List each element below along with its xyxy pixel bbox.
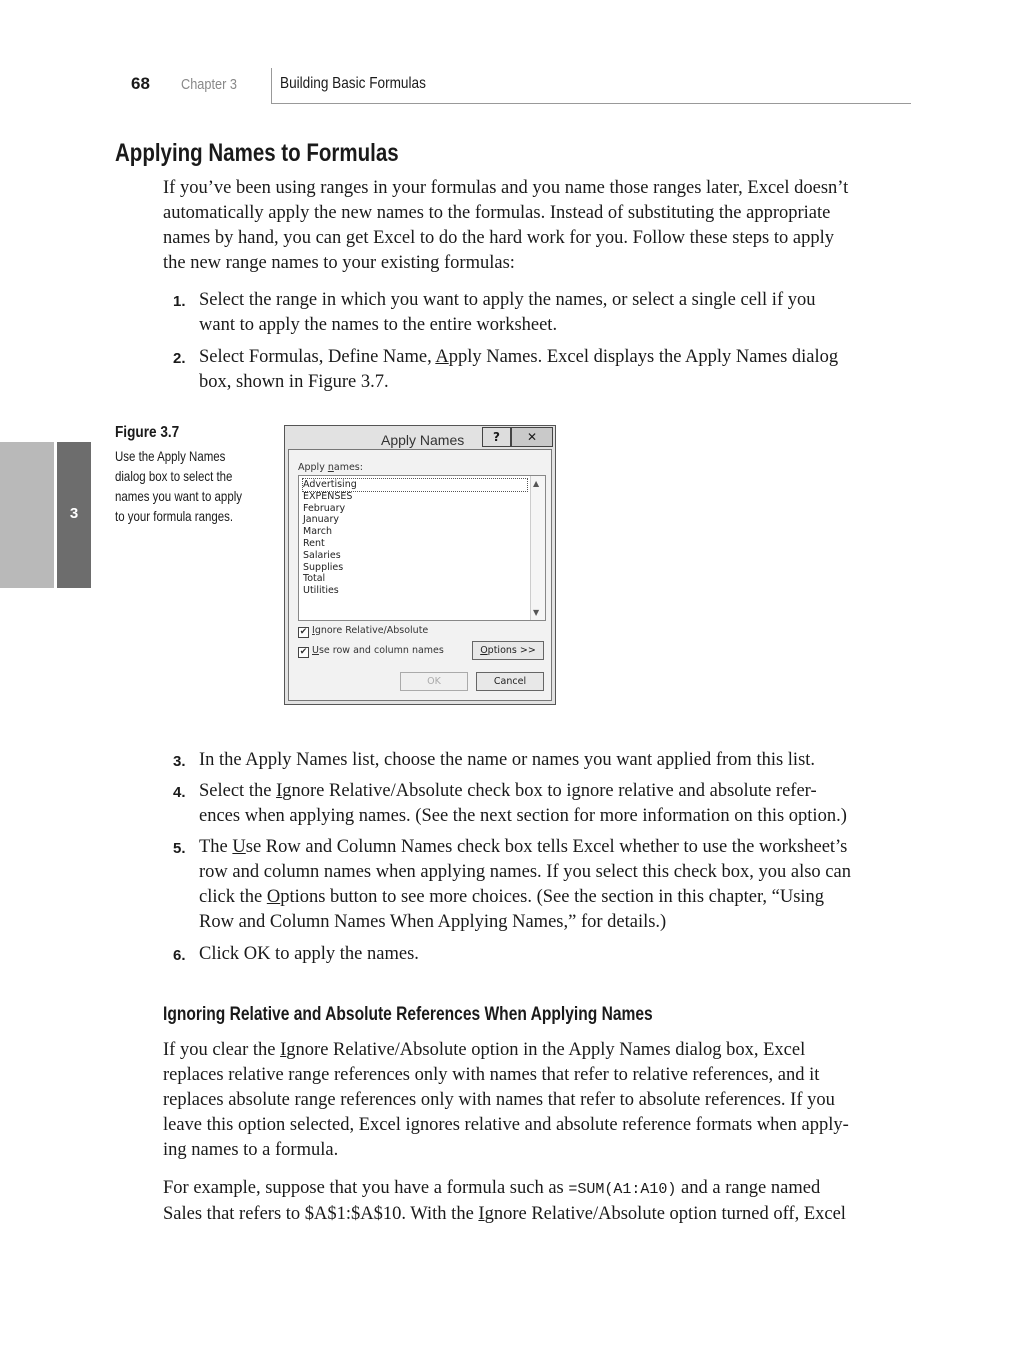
names-listbox[interactable]	[298, 475, 546, 621]
close-button[interactable]: ✕	[511, 427, 553, 447]
scroll-down-icon[interactable]: ▼	[533, 608, 540, 617]
options-button[interactable]: Options >>	[472, 641, 544, 660]
use-row-column-checkbox-row[interactable]: ✔ Use row and column names	[299, 645, 444, 657]
step-1	[163, 288, 913, 338]
subsection-title: Ignoring Relative and Absolute References When Applying Names	[163, 1004, 653, 1025]
use-row-column-checkbox[interactable]: ✔	[299, 647, 308, 657]
list-item[interactable]: EXPENSES	[303, 490, 353, 502]
step-2	[163, 345, 913, 395]
ignore-relative-checkbox[interactable]: ✔	[299, 627, 308, 637]
names-list	[303, 479, 527, 597]
step-line: Click OK to apply the names.	[199, 944, 419, 964]
step-line: Select the range in which you want to apply the names, or select a single cell if you	[199, 290, 816, 310]
step-line: box, shown in Figure 3.7.	[199, 372, 389, 392]
names-label: Apply names:	[298, 462, 363, 473]
subsection-paragraph-2	[163, 1176, 913, 1227]
list-item[interactable]: January	[303, 514, 340, 526]
step-6	[163, 942, 913, 967]
header-rule	[271, 103, 911, 104]
step-number: 3.	[173, 753, 186, 770]
apply-names-dialog	[284, 425, 556, 705]
step-line: ences when applying names. (See the next section for more information on this option.)	[199, 806, 847, 826]
code-formula: =SUM(A1:A10)	[568, 1181, 677, 1198]
intro-line: the new range names to your existing formulas:	[163, 253, 515, 273]
para-line: replaces absolute range references only with names that refer to absolute references. If you	[163, 1090, 835, 1110]
section-title: Applying Names to Formulas	[115, 139, 399, 167]
step-line: row and column names when applying names. If you select this check box, you also can	[199, 862, 851, 882]
para-line: ing names to a formula.	[163, 1140, 339, 1160]
chapter-label: Chapter 3	[181, 76, 237, 93]
dialog-title: Apply Names	[381, 432, 465, 448]
cancel-button[interactable]: Cancel	[476, 672, 544, 691]
list-item[interactable]: February	[303, 502, 346, 514]
list-item[interactable]: Advertising	[303, 479, 527, 491]
intro-line: If you’ve been using ranges in your formulas and you name those ranges later, Excel doesn’t	[163, 178, 849, 198]
step-number: 4.	[173, 784, 186, 801]
ignore-relative-checkbox-row[interactable]: ✔ Ignore Relative/Absolute	[299, 625, 429, 637]
list-item[interactable]: Utilities	[303, 585, 339, 597]
step-number: 6.	[173, 947, 186, 964]
para-line: leave this option selected, Excel ignores relative and absolute reference formats when apply-	[163, 1115, 849, 1135]
header-divider	[271, 68, 272, 104]
step-number: 2.	[173, 350, 186, 367]
step-line: Select Formulas, Define Name, Apply Names. Excel displays the Apply Names dialog	[199, 347, 839, 367]
list-scrollbar[interactable]	[530, 476, 545, 620]
step-line: Row and Column Names When Applying Names,” for details.)	[199, 912, 667, 932]
step-line: click the Options button to see more choices. (See the section in this chapter, “Using	[199, 887, 825, 907]
para-line: For example, suppose that you have a formula such as =SUM(A1:A10) and a range named	[163, 1178, 821, 1198]
figure-label: Figure 3.7	[115, 424, 180, 441]
para-line: Sales that refers to $A$1:$A$10. With the Ignore Relative/Absolute option turned off, Excel	[163, 1204, 846, 1224]
step-line: The Use Row and Column Names check box tells Excel whether to use the worksheet’s	[199, 837, 848, 857]
running-header	[0, 72, 1024, 108]
step-number: 5.	[173, 840, 186, 857]
step-5	[163, 835, 913, 935]
header-title: Building Basic Formulas	[280, 75, 426, 92]
step-number: 1.	[173, 293, 186, 310]
intro-line: names by hand, you can get Excel to do the hard work for you. Follow these steps to apply	[163, 228, 834, 248]
list-item[interactable]: Rent	[303, 537, 325, 549]
step-line: want to apply the names to the entire worksheet.	[199, 315, 558, 335]
page-number: 68	[131, 74, 150, 93]
subsection-paragraph-1	[163, 1038, 913, 1163]
dialog-body	[288, 449, 552, 701]
para-line: replaces relative range references only with names that refer to relative references, and it	[163, 1065, 820, 1085]
list-item[interactable]: Salaries	[303, 549, 341, 561]
step-line: In the Apply Names list, choose the name or names you want applied from this list.	[199, 750, 816, 770]
para-line: If you clear the Ignore Relative/Absolute option in the Apply Names dialog box, Excel	[163, 1040, 806, 1060]
list-item[interactable]: Total	[303, 573, 326, 585]
intro-line: automatically apply the new names to the formulas. Instead of substituting the appropriate	[163, 203, 831, 223]
intro-paragraph	[163, 176, 913, 276]
scroll-up-icon[interactable]: ▲	[533, 479, 540, 488]
side-tab-light	[0, 442, 54, 588]
ok-button[interactable]: OK	[400, 672, 468, 691]
side-tab-number: 3	[69, 505, 79, 522]
list-item[interactable]: Supplies	[303, 561, 344, 573]
step-3	[163, 748, 913, 773]
figure-caption: Use the Apply Names dialog box to select the names you want to apply to your formula ranges.	[115, 448, 242, 524]
step-line: Select the Ignore Relative/Absolute check box to ignore relative and absolute refer-	[199, 781, 817, 801]
list-item[interactable]: March	[303, 526, 332, 538]
help-button[interactable]: ?	[482, 427, 511, 447]
step-4	[163, 779, 913, 829]
